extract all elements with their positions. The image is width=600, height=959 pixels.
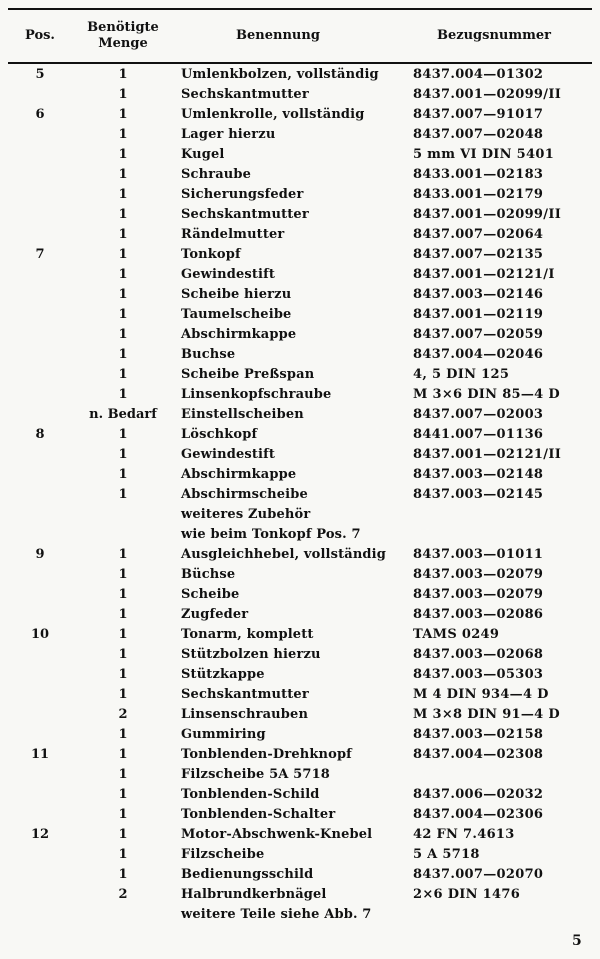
table-row — [0, 865, 600, 885]
row-name: Scheibe hierzu — [181, 287, 292, 302]
row-name: Stützkappe — [181, 667, 265, 682]
row-reference-number — [413, 525, 593, 545]
row-name: Sechskantmutter — [181, 207, 309, 222]
row-name: Löschkopf — [181, 427, 258, 442]
row-name: Gewindestift — [181, 267, 275, 282]
row-quantity: 1 — [118, 147, 128, 162]
row-pos — [8, 485, 72, 505]
row-pos — [8, 145, 72, 165]
row-reference-number: 8441.007—01136 — [413, 427, 544, 442]
row-quantity: 1 — [118, 67, 128, 82]
row-pos: 8 — [35, 427, 45, 442]
row-reference-number: 8437.003—02079 — [413, 567, 544, 582]
row-pos — [8, 905, 72, 925]
table-row — [0, 425, 600, 445]
row-pos — [8, 405, 72, 425]
row-reference-number: 8437.003—02068 — [413, 647, 544, 662]
row-quantity: 1 — [118, 647, 128, 662]
table-row — [0, 725, 600, 745]
row-reference-number: 42 FN 7.4613 — [413, 827, 515, 842]
table-row — [0, 505, 600, 525]
row-name: wie beim Tonkopf Pos. 7 — [181, 527, 361, 542]
row-name: Sechskantmutter — [181, 687, 309, 702]
row-pos — [8, 785, 72, 805]
row-name: Linsenschrauben — [181, 707, 309, 722]
row-reference-number — [413, 905, 593, 925]
row-reference-number: 8437.007—02059 — [413, 327, 544, 342]
row-pos — [8, 345, 72, 365]
row-reference-number: 4, 5 DIN 125 — [413, 367, 510, 382]
row-quantity: 1 — [118, 567, 128, 582]
row-name: Lager hierzu — [181, 127, 276, 142]
row-reference-number: 8437.007—02135 — [413, 247, 544, 262]
row-name: Taumelscheibe — [181, 307, 292, 322]
table-row — [0, 785, 600, 805]
row-reference-number: 8433.001—02179 — [413, 187, 544, 202]
table-row — [0, 325, 600, 345]
row-quantity: 1 — [118, 327, 128, 342]
row-pos: 10 — [30, 627, 50, 642]
row-quantity: 1 — [118, 167, 128, 182]
row-quantity: 2 — [118, 707, 128, 722]
row-name: Büchse — [181, 567, 236, 582]
row-pos — [8, 325, 72, 345]
row-name: Scheibe — [181, 587, 240, 602]
row-name: Scheibe Preßspan — [181, 367, 315, 382]
row-pos: 6 — [35, 107, 45, 122]
row-reference-number: 8437.007—02064 — [413, 227, 544, 242]
row-pos — [8, 605, 72, 625]
row-quantity: 1 — [118, 267, 128, 282]
row-quantity: 1 — [118, 787, 128, 802]
table-row — [0, 665, 600, 685]
row-pos — [8, 885, 72, 905]
row-quantity: 1 — [118, 387, 128, 402]
table-row — [0, 905, 600, 925]
row-pos — [8, 205, 72, 225]
table-row — [0, 765, 600, 785]
table-row — [0, 125, 600, 145]
table-row — [0, 625, 600, 645]
table-row — [0, 185, 600, 205]
row-name: Abschirmscheibe — [181, 487, 308, 502]
row-name: Bedienungsschild — [181, 867, 314, 882]
table-row — [0, 345, 600, 365]
row-reference-number: 8437.006—02032 — [413, 787, 544, 802]
table-row — [0, 285, 600, 305]
parts-table-body — [0, 65, 600, 925]
table-row — [0, 565, 600, 585]
row-reference-number: 8437.003—02158 — [413, 727, 544, 742]
row-name: Filzscheibe — [181, 847, 265, 862]
header-quantity: Benötigte Menge — [87, 20, 159, 51]
row-reference-number: 5 mm VI DIN 5401 — [413, 147, 555, 162]
row-quantity: 1 — [118, 447, 128, 462]
row-pos — [8, 665, 72, 685]
row-pos — [8, 305, 72, 325]
row-name: Linsenkopfschraube — [181, 387, 332, 402]
row-reference-number: 8437.003—05303 — [413, 667, 544, 682]
row-reference-number: 8437.001—02121/II — [413, 447, 562, 462]
row-quantity: 1 — [118, 367, 128, 382]
row-pos — [8, 85, 72, 105]
page-number: 5 — [572, 933, 582, 949]
row-name: Sechskantmutter — [181, 87, 309, 102]
table-row — [0, 365, 600, 385]
row-name: Buchse — [181, 347, 236, 362]
row-reference-number: 8437.004—02306 — [413, 807, 544, 822]
header-name: Benennung — [236, 28, 320, 43]
table-row — [0, 85, 600, 105]
row-quantity: 1 — [118, 667, 128, 682]
row-reference-number: M 4 DIN 934—4 D — [413, 687, 549, 702]
row-quantity: 1 — [118, 547, 128, 562]
table-row — [0, 245, 600, 265]
header-rule — [8, 62, 592, 64]
row-quantity: 1 — [118, 587, 128, 602]
row-pos: 12 — [30, 827, 50, 842]
row-reference-number: 2×6 DIN 1476 — [413, 887, 521, 902]
row-quantity: 1 — [118, 847, 128, 862]
row-name: weiteres Zubehör — [181, 507, 311, 522]
row-reference-number: 8437.003—02079 — [413, 587, 544, 602]
row-reference-number: 8437.007—02070 — [413, 867, 544, 882]
row-pos — [8, 705, 72, 725]
row-pos — [8, 385, 72, 405]
table-row — [0, 165, 600, 185]
row-name: Umlenkrolle, vollständig — [181, 107, 365, 122]
row-name: Tonblenden-Drehknopf — [181, 747, 352, 762]
row-quantity: 1 — [118, 807, 128, 822]
table-row — [0, 645, 600, 665]
table-row — [0, 465, 600, 485]
row-reference-number: M 3×8 DIN 91—4 D — [413, 707, 560, 722]
row-quantity — [74, 525, 172, 545]
table-row — [0, 525, 600, 545]
row-reference-number: 8437.004—02046 — [413, 347, 544, 362]
row-quantity: 1 — [118, 827, 128, 842]
row-quantity: 1 — [118, 107, 128, 122]
table-row — [0, 485, 600, 505]
row-reference-number: 8437.003—02086 — [413, 607, 544, 622]
row-pos — [8, 645, 72, 665]
row-quantity: 2 — [118, 887, 128, 902]
row-pos — [8, 845, 72, 865]
row-pos — [8, 725, 72, 745]
row-pos: 9 — [35, 547, 45, 562]
row-quantity: 1 — [118, 87, 128, 102]
row-name: Schraube — [181, 167, 252, 182]
row-name: Motor-Abschwenk-Knebel — [181, 827, 373, 842]
table-row — [0, 405, 600, 425]
row-quantity: 1 — [118, 767, 128, 782]
row-pos — [8, 465, 72, 485]
row-name: Tonblenden-Schild — [181, 787, 320, 802]
row-name: Stützbolzen hierzu — [181, 647, 321, 662]
row-name: Gummiring — [181, 727, 266, 742]
row-name: Gewindestift — [181, 447, 275, 462]
row-pos: 7 — [35, 247, 45, 262]
table-row — [0, 545, 600, 565]
table-row — [0, 305, 600, 325]
row-pos: 5 — [35, 67, 45, 82]
table-row — [0, 685, 600, 705]
row-pos — [8, 185, 72, 205]
row-quantity: 1 — [118, 467, 128, 482]
table-row — [0, 845, 600, 865]
row-pos — [8, 505, 72, 525]
row-reference-number: 8437.007—02003 — [413, 407, 544, 422]
row-quantity — [74, 505, 172, 525]
table-row — [0, 105, 600, 125]
row-pos — [8, 225, 72, 245]
row-quantity: 1 — [118, 687, 128, 702]
row-quantity: 1 — [118, 347, 128, 362]
row-quantity: 1 — [118, 307, 128, 322]
row-name: Rändelmutter — [181, 227, 285, 242]
table-row — [0, 145, 600, 165]
row-name: weitere Teile siehe Abb. 7 — [181, 907, 372, 922]
table-row — [0, 705, 600, 725]
row-quantity: 1 — [118, 867, 128, 882]
table-row — [0, 205, 600, 225]
row-quantity: 1 — [118, 627, 128, 642]
row-pos — [8, 365, 72, 385]
row-quantity: 1 — [118, 227, 128, 242]
row-pos — [8, 685, 72, 705]
row-quantity: n. Bedarf — [89, 407, 157, 422]
table-row — [0, 265, 600, 285]
row-pos — [8, 445, 72, 465]
row-reference-number: 8433.001—02183 — [413, 167, 544, 182]
row-pos — [8, 585, 72, 605]
table-row — [0, 605, 600, 625]
row-quantity: 1 — [118, 727, 128, 742]
row-name: Tonblenden-Schalter — [181, 807, 336, 822]
row-name: Zugfeder — [181, 607, 249, 622]
row-quantity: 1 — [118, 607, 128, 622]
table-row — [0, 805, 600, 825]
row-name: Einstellscheiben — [181, 407, 304, 422]
row-quantity: 1 — [118, 487, 128, 502]
row-reference-number: 8437.001—02099/II — [413, 87, 562, 102]
row-quantity: 1 — [118, 247, 128, 262]
row-reference-number: 8437.001—02121/I — [413, 267, 555, 282]
row-reference-number: 5 A 5718 — [413, 847, 480, 862]
row-pos — [8, 565, 72, 585]
table-row — [0, 445, 600, 465]
row-reference-number: 8437.004—02308 — [413, 747, 544, 762]
row-reference-number: 8437.003—01011 — [413, 547, 544, 562]
row-reference-number: 8437.007—02048 — [413, 127, 544, 142]
row-pos: 11 — [30, 747, 50, 762]
row-pos — [8, 265, 72, 285]
row-name: Tonkopf — [181, 247, 241, 262]
row-name: Umlenkbolzen, vollständig — [181, 67, 379, 82]
row-reference-number: 8437.004—01302 — [413, 67, 544, 82]
row-reference-number: 8437.001—02099/II — [413, 207, 562, 222]
row-quantity — [74, 905, 172, 925]
table-row — [0, 385, 600, 405]
row-reference-number: 8437.007—91017 — [413, 107, 544, 122]
row-name: Abschirmkappe — [181, 467, 297, 482]
row-reference-number — [413, 505, 593, 525]
row-reference-number: M 3×6 DIN 85—4 D — [413, 387, 560, 402]
row-quantity: 1 — [118, 747, 128, 762]
row-pos — [8, 805, 72, 825]
row-pos — [8, 285, 72, 305]
table-row — [0, 225, 600, 245]
row-name: Ausgleichhebel, vollständig — [181, 547, 387, 562]
row-reference-number: 8437.003—02146 — [413, 287, 544, 302]
row-quantity: 1 — [118, 427, 128, 442]
row-name: Halbrundkerbnägel — [181, 887, 327, 902]
row-name: Sicherungsfeder — [181, 187, 304, 202]
row-name: Filzscheibe 5A 5718 — [181, 767, 330, 782]
row-pos — [8, 165, 72, 185]
row-reference-number: 8437.001—02119 — [413, 307, 544, 322]
table-row — [0, 825, 600, 845]
row-reference-number — [413, 765, 593, 785]
row-reference-number: TAMS 0249 — [413, 627, 500, 642]
table-row — [0, 745, 600, 765]
row-quantity: 1 — [118, 187, 128, 202]
row-reference-number: 8437.003—02148 — [413, 467, 544, 482]
header-reference-number: Bezugsnummer — [436, 28, 552, 43]
row-name: Abschirmkappe — [181, 327, 297, 342]
row-quantity: 1 — [118, 207, 128, 222]
table-row — [0, 585, 600, 605]
row-name: Tonarm, komplett — [181, 627, 314, 642]
row-pos — [8, 765, 72, 785]
row-quantity: 1 — [118, 127, 128, 142]
row-pos — [8, 865, 72, 885]
header-pos: Pos. — [25, 28, 55, 43]
row-pos — [8, 125, 72, 145]
row-name: Kugel — [181, 147, 225, 162]
table-row — [0, 885, 600, 905]
row-reference-number: 8437.003—02145 — [413, 487, 544, 502]
row-quantity: 1 — [118, 287, 128, 302]
row-pos — [8, 525, 72, 545]
table-row — [0, 65, 600, 85]
